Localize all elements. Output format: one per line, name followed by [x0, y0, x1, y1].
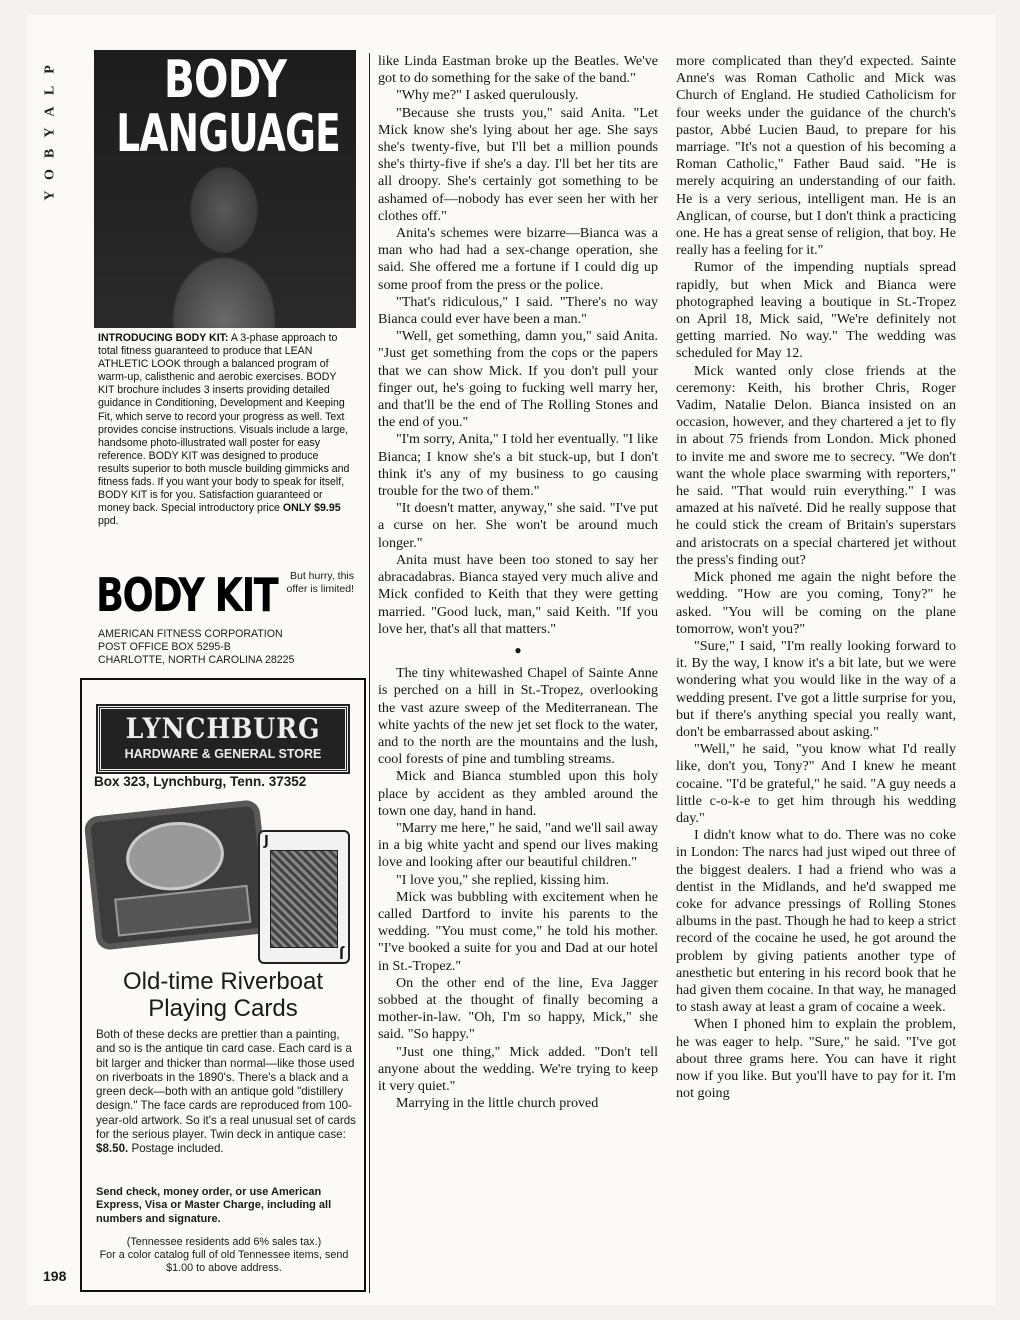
- card-face-art: [270, 850, 338, 948]
- article-paragraph: "Marry me here," he said, "and we'll sail away in a big white yacht and spend our lives making love and looking after our beautiful children.": [378, 819, 658, 871]
- bodykit-body: A 3-phase approach to total fitness guaranteed to produce that LEAN ATHLETIC LOOK through a balanced program of warm-up, calisthenic and aerobic exercises. BODY KIT brochure includes 3 inserts providing detailed guidance in Conditioning, Development and Keeping Fit, which serve to record your progress as well. Text provides concise instructions. Visuals include a large, handsome photo-illustrated wall poster for easy reference. BODY KIT was designed to produce results superior to both muscle building gimmicks and fitness fads. If you want your body to speak for itself, BODY KIT is for you. Satisfaction guaranteed or money back. Special introductory price: [98, 332, 350, 515]
- lynchburg-order-info: Send check, money order, or use American Express, Visa or Master Charge, including all numbers and signature.: [96, 1186, 332, 1225]
- running-title: [42, 58, 64, 205]
- bodykit-headline-2: LANGUAGE: [116, 104, 340, 164]
- bodykit-headline-1: BODY: [163, 50, 287, 110]
- article-paragraph: "Well, get something, damn you," said Anita. "Just get something from the cops or the papers that we can show Mick. If you don't pull your finger out, he's going to fucking well marry her, and that'll be the end of The Rolling Stones and the end of you.": [378, 328, 658, 431]
- bodykit-address-line: POST OFFICE BOX 5295-B: [98, 641, 231, 653]
- lynchburg-ad: [80, 678, 366, 1292]
- article-paragraph: like Linda Eastman broke up the Beatles. We've got to do something for the sake of the band.": [378, 53, 658, 87]
- page-number: 198: [43, 1268, 67, 1284]
- lynchburg-price-suffix: Postage included.: [128, 1142, 224, 1156]
- article-paragraph: Mick phoned me again the night before the wedding. "How are you coming, Tony?" he asked. "You will be coming on the plane tomorrow, won't you?": [676, 569, 956, 637]
- running-title-letter: B: [42, 146, 58, 159]
- tin-portrait-oval: [123, 817, 228, 895]
- bodykit-address-line: CHARLOTTE, NORTH CAROLINA 28225: [98, 654, 295, 666]
- bodykit-ad: [94, 50, 356, 664]
- article-paragraph: I didn't know what to do. There was no coke in London: The narcs had just wiped out three of the biggest dealers. I had a friend who was a dentist in the Midlands, and he'd swapped me coke for advance pressings of Rolling Stones albums in the past. Though he had to keep a strict record of the cocaine he used, he got around the problem by giving patients another type of anesthetic but entering in his record book that he had given them cocaine. In that way, he managed to stash away at least a gram of cocaine a week.: [676, 827, 956, 1016]
- article-paragraph: Anita must have been too stoned to say her abracadabras. Bianca stayed very much alive and Mick confided to Keith that they were getting married. "Good luck, man," said Keith. "If you love her, that's all that matters.": [378, 551, 658, 637]
- article-column-1: [378, 53, 658, 1112]
- article-paragraph: "Well," he said, "you know what I'd really like, don't you, Tony?" And I knew he meant cocaine. "I'd be grateful," he said. "A guy needs a little c-o-k-e to get him through his wedding day.": [676, 741, 956, 826]
- section-separator: ●: [514, 642, 522, 657]
- article-paragraph: On the other end of the line, Eva Jagger sobbed at the thought of finally becoming a mother-in-law. "Oh, I'm so happy, Mick," she said. "So happy.": [378, 974, 658, 1043]
- bodykit-price: ONLY $9.95: [282, 502, 341, 515]
- lynchburg-tax-note: [88, 1236, 360, 1276]
- tin-label: [114, 885, 251, 937]
- bodykit-address-line: AMERICAN FITNESS CORPORATION: [98, 628, 283, 640]
- article-paragraph: The tiny whitewashed Chapel of Sainte Anne is perched on a hill in St.-Tropez, overlooking the vast azure sweep of the Mediterranean. The white yachts of the new jet set flock to the water, and to the north are the mountains and the lush, cool forests of pine and tumbling streams.: [378, 665, 658, 768]
- article-paragraph: "That's ridiculous," I said. "There's no way Bianca could ever have been a man.": [378, 293, 658, 328]
- lynchburg-price: $8.50.: [96, 1142, 129, 1156]
- running-title-letter: P: [42, 63, 58, 74]
- article-paragraph: more complicated than they'd expected. Sainte Anne's was Roman Catholic and Mick was Church of England. He studied Catholicism for four weeks under the guidance of the church's pastor, Abbé Lucien Baud, to prepare for his marriage. "It's not a question of his becoming a Roman Catholic," Father Baud said. "He is merely acquiring an understanding of our faith. He is a very serious, intelligent man. He is an Anglican, of course, but I don't think a practicing one. He has a great sense of religion, that boy. He really has a feeling for it.": [676, 53, 956, 259]
- lynchburg-headline-2: Playing Cards: [148, 995, 298, 1022]
- article-paragraph: Anita's schemes were bizarre—Bianca was a man who had had a sex-change operation, she said. She offered me a fortune if I could dig up some proof from the press or the police.: [378, 225, 658, 293]
- lynchburg-title: LYNCHBURG: [125, 712, 321, 745]
- playing-card-image: [258, 830, 350, 964]
- card-corner-index: J: [339, 945, 344, 960]
- lynchburg-catalog: For a color catalog full of old Tennessee items, send $1.00 to above address.: [99, 1249, 349, 1275]
- bodykit-lead: INTRODUCING BODY KIT:: [98, 332, 229, 344]
- article-paragraph: Marrying in the little church proved: [396, 1095, 599, 1112]
- article-paragraph: When I phoned him to explain the problem, he was eager to help. "Sure," he said. "I've got about three grams here. You can have it right now if you like. But you'll have to pay for it. I'm not going: [676, 1016, 956, 1102]
- column-divider: [369, 53, 370, 1293]
- article-paragraph: "I love you," she replied, kissing him.: [396, 871, 610, 888]
- bodykit-hurry: But hurry, this offer is limited!: [286, 570, 354, 595]
- article-paragraph: Rumor of the impending nuptials spread rapidly, but when Mick and Bianca were photographed leaving a boutique in St.-Tropez on April 18, Mick said, "We're definitely not getting married. No way." The wedding was scheduled for May 12.: [676, 259, 956, 362]
- running-title-letter: A: [42, 104, 58, 117]
- lynchburg-body: Both of these decks are prettier than a painting, and so is the antique tin card case. Each card is a bit larger and thicker than normal—like those used on riverboats in the 1890's. There's a black and a green deck—both with an antique gold "distillery design." The face cards are reproduced from 100-year-old artwork. So it's a real unusual set of cards for the serious player. Twin deck in antique case:: [96, 1028, 356, 1142]
- article-paragraph: Mick and Bianca stumbled upon this holy place by accident as they ambled around the town one day, hand in hand.: [378, 768, 658, 819]
- bodykit-photo: [94, 50, 356, 328]
- article-column-2: [676, 53, 956, 1102]
- running-title-letter: O: [42, 167, 58, 180]
- running-title-letter: Y: [42, 125, 58, 138]
- lynchburg-subtitle: HARDWARE & GENERAL STORE: [124, 747, 322, 761]
- lynchburg-copy: [96, 1028, 356, 1157]
- lynchburg-address: Box 323, Lynchburg, Tenn. 37352: [94, 774, 307, 789]
- article-paragraph: Mick wanted only close friends at the ceremony: Keith, his brother Chris, Roger Vadim, Natalie Delon. Bianca insisted on an occasion, however, and they chartered a jet to fly in about 75 friends from London. Mick phoned to invite me and swore me to secrecy. "We don't want the whole place swarming with reporters," he said. "That would ruin everything." I was amazed at his naïveté. Did he really suppose that he could stick the cream of Britain's superstars and aristocrats on a special chartered jet without the press's finding out?: [676, 362, 956, 568]
- lynchburg-headline: [82, 968, 364, 1022]
- article-paragraph: "I'm sorry, Anita," I told her eventually. "I like Bianca; I know she's a bit stuck-up, but I don't think it's any of my business to go causing trouble for the two of them.": [378, 431, 658, 500]
- card-corner-index: J: [264, 834, 269, 849]
- bodykit-logo: BODY KIT: [96, 568, 278, 622]
- bodykit-copy: [98, 332, 352, 528]
- running-title-letter: Y: [42, 188, 58, 201]
- bodykit-address: [98, 628, 356, 667]
- lynchburg-tax: (Tennessee residents add 6% sales tax.): [126, 1236, 322, 1248]
- article-paragraph: "Just one thing," Mick added. "Don't tell anyone about the wedding. We're trying to keep it very quiet.": [378, 1043, 658, 1094]
- article-paragraph: "Because she trusts you," said Anita. "Let Mick know she's lying about her age. She says she's twenty-five, but I'll bet a million pounds she's thirty-five if she's a day. I'll bet her tits are all droopy. She's certainly got something to be ashamed of—nobody has ever seen her with her clothes off.": [378, 104, 658, 224]
- tin-card-case-image: [83, 799, 272, 951]
- lynchburg-headline-1: Old-time Riverboat: [122, 968, 324, 995]
- bodykit-price-suffix: ppd.: [98, 515, 119, 528]
- article-paragraph: "Sure," I said, "I'm really looking forward to it. By the way, I know it's a bit late, but we were wondering what you would like in the way of a wedding present. I've got a little surprise for you, but if there's anything special you really want, don't be embarrassed about asking.": [676, 637, 956, 740]
- article-paragraph: Mick was bubbling with excitement when he called Dartford to invite his parents to the wedding. "You must come," he told his mother. "I've booked a suite for you and Dad at our hotel in St.-Tropez.": [378, 888, 658, 974]
- article-paragraph: "Why me?" I asked querulously.: [396, 87, 579, 104]
- running-title-letter: L: [42, 83, 58, 96]
- article-paragraph: "It doesn't matter, anyway," she said. "I've put a curse on her. She won't be around much longer.": [378, 500, 658, 551]
- lynchburg-sign: [98, 706, 348, 772]
